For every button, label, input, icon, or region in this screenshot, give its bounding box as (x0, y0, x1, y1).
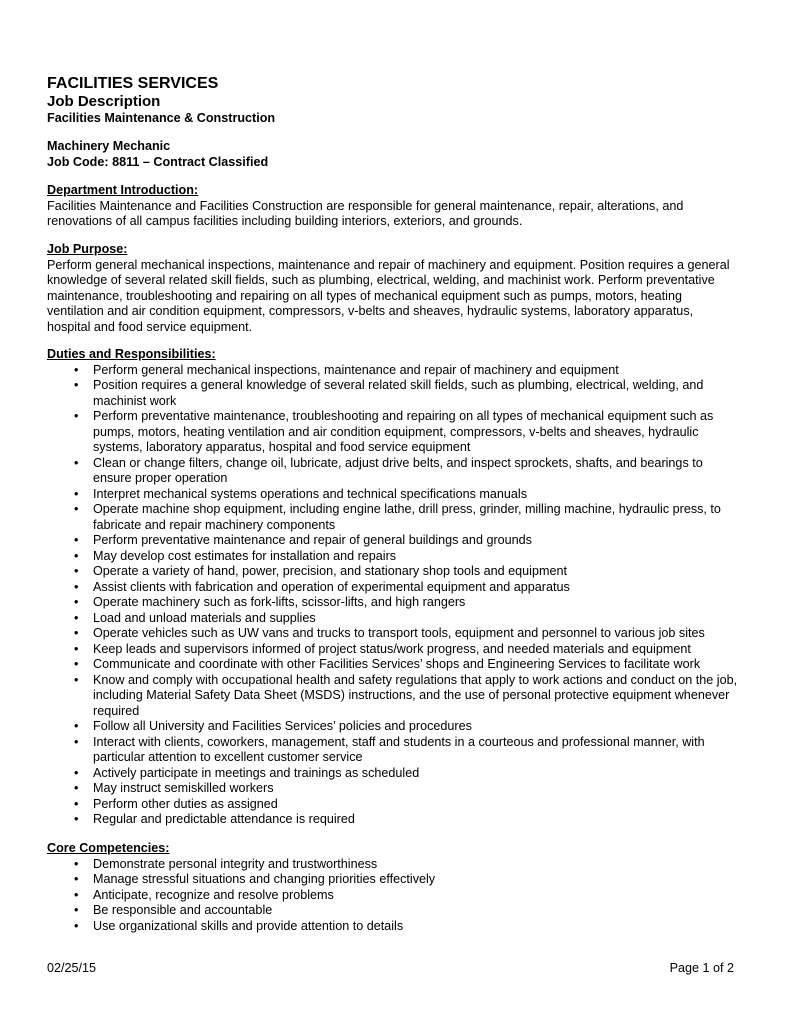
job-title: Machinery Mechanic (47, 139, 171, 153)
competencies-list (47, 857, 747, 935)
list-item: • Operate a variety of hand, power, precision, and stationary shop tools and equipment (47, 564, 744, 580)
section-heading: Department Introduction: (47, 183, 199, 197)
list-item: • Perform other duties as assigned (47, 797, 744, 813)
list-item: • Manage stressful situations and changing priorities effectively (47, 872, 747, 888)
list-item: • Load and unload materials and supplies (47, 611, 744, 627)
department-intro-section (47, 183, 712, 230)
list-item: • Follow all University and Facilities Services’ policies and procedures (47, 719, 744, 735)
document-header (47, 74, 747, 127)
org-title: FACILITIES SERVICES (47, 75, 219, 92)
footer-date: 02/25/15 (47, 961, 97, 975)
list-item: • Interact with clients, coworkers, management, staff and students in a courteous and professional manner, with particular attention to excellent customer service (47, 735, 744, 766)
list-item: • Be responsible and accountable (47, 903, 747, 919)
job-purpose-section (47, 242, 737, 335)
unit-name: Facilities Maintenance & Construction (47, 111, 276, 125)
footer-page-number: Page 1 of 2 (669, 961, 734, 975)
duties-list (47, 363, 744, 828)
list-item: • Communicate and coordinate with other Facilities Services’ shops and Engineering Services to facilitate work (47, 657, 744, 673)
list-item: • Regular and predictable attendance is required (47, 812, 744, 828)
competencies-section (47, 841, 747, 934)
list-item: • Anticipate, recognize and resolve problems (47, 888, 747, 904)
list-item: • Perform preventative maintenance and repair of general buildings and grounds (47, 533, 744, 549)
section-heading: Duties and Responsibilities: (47, 347, 216, 361)
list-item: • May develop cost estimates for installation and repairs (47, 549, 744, 565)
list-item: • Assist clients with fabrication and operation of experimental equipment and apparatus (47, 580, 744, 596)
list-item: • Demonstrate personal integrity and trustworthiness (47, 857, 747, 873)
job-code: Job Code: 8811 – Contract Classified (47, 154, 269, 169)
section-text: Perform general mechanical inspections, maintenance and repair of machinery and equipment. Position requires a general knowledge of several related skill fields, such as plumbing, electrical, welding, and machinist work. Perform preventative maintenance, troubleshooting and repairing on all types of mechanical equipment such as pumps, motors, heating ventilation and air condition equipment, compressors, v-belts and sheaves, hydraulic systems, laboratory apparatus, hospital and food service equipment. (47, 257, 730, 334)
list-item: • Operate machine shop equipment, including engine lathe, drill press, grinder, milling machine, hydraulic press, to fabricate and repair machinery components (47, 502, 744, 533)
doc-type: Job Description (47, 93, 161, 110)
list-item: • Perform general mechanical inspections, maintenance and repair of machinery and equipment (47, 363, 744, 379)
list-item: • Know and comply with occupational health and safety regulations that apply to work actions and conduct on the job, including Material Safety Data Sheet (MSDS) instructions, and the use of personal protective equipment whenever required (47, 673, 744, 720)
list-item: • Keep leads and supervisors informed of project status/work progress, and needed materials and equipment (47, 642, 744, 658)
section-text: Facilities Maintenance and Facilities Construction are responsible for general maintenance, repair, alterations, and renovations of all campus facilities including building interiors, exteriors, and grounds. (47, 198, 684, 228)
list-item: • Interpret mechanical systems operations and technical specifications manuals (47, 487, 744, 503)
list-item: • Position requires a general knowledge of several related skill fields, such as plumbing, electrical, welding, and machinist work (47, 378, 744, 409)
list-item: • Use organizational skills and provide attention to details (47, 919, 747, 935)
job-info (47, 139, 747, 170)
section-heading: Job Purpose: (47, 242, 128, 256)
list-item: • Actively participate in meetings and trainings as scheduled (47, 766, 744, 782)
list-item: • Operate vehicles such as UW vans and trucks to transport tools, equipment and personnel to various job sites (47, 626, 744, 642)
section-heading: Core Competencies: (47, 841, 170, 855)
duties-section (47, 347, 744, 828)
list-item: • Perform preventative maintenance, troubleshooting and repairing on all types of mechanical equipment such as pumps, motors, heating ventilation and air condition equipment, compressors, v-belts and sheaves, hydraulic systems, laboratory apparatus, hospital and food service equipment (47, 409, 744, 456)
list-item: • Operate machinery such as fork-lifts, scissor-lifts, and high rangers (47, 595, 744, 611)
list-item: • May instruct semiskilled workers (47, 781, 744, 797)
list-item: • Clean or change filters, change oil, lubricate, adjust drive belts, and inspect sprockets, shafts, and bearings to ensure proper operation (47, 456, 744, 487)
